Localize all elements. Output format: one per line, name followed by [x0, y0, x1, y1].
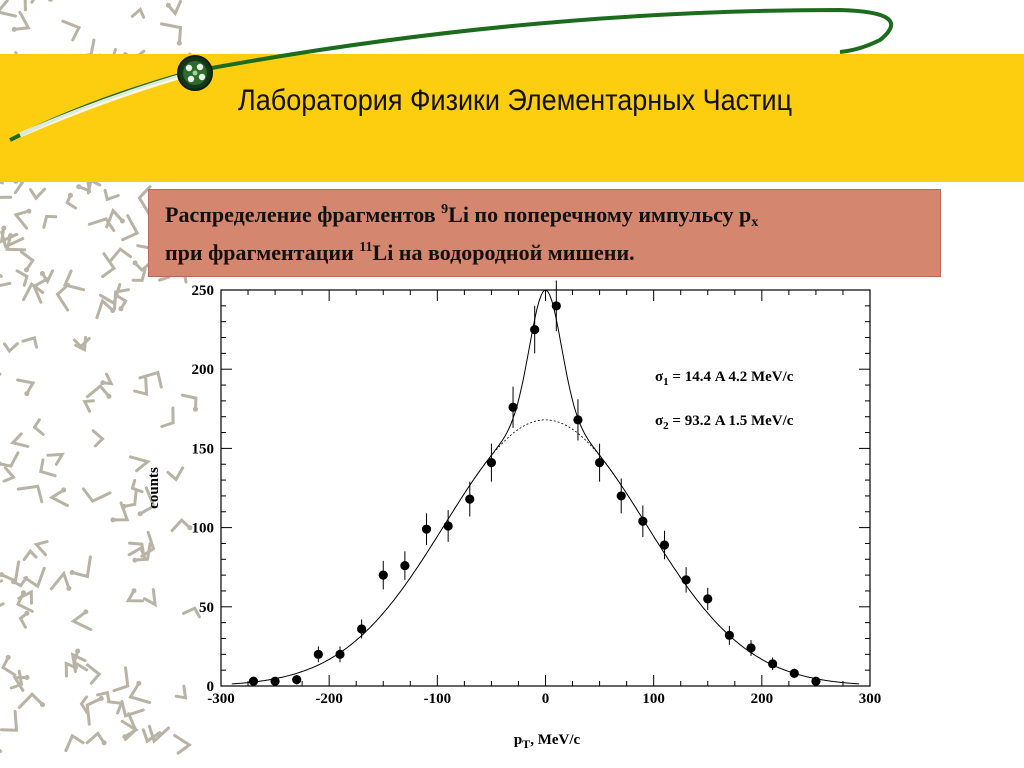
- data-point: [638, 517, 647, 526]
- sigma1-annotation: $\sigma_1 = 14.4$ A 4.2 MeV/c: [655, 369, 794, 388]
- x-tick-label: 0: [541, 691, 550, 707]
- data-point: [400, 561, 409, 570]
- data-point: [465, 494, 474, 503]
- data-point: [552, 301, 561, 310]
- data-point: [811, 677, 820, 686]
- x-tick-label: -100: [423, 691, 452, 707]
- data-point: [725, 631, 734, 640]
- x-axis-label: $p_T$, MeV/c: [513, 732, 581, 751]
- data-point: [682, 575, 691, 584]
- data-point: [292, 675, 301, 684]
- data-point: [335, 650, 344, 659]
- y-axis-label: counts: [146, 467, 162, 509]
- y-tick-label: 50: [199, 599, 214, 616]
- caption-line-2: при фрагментации $^{11}$Li на водородной мишени.: [165, 240, 635, 265]
- data-point: [444, 521, 453, 530]
- y-tick-label: 250: [191, 283, 214, 299]
- sigma2-annotation: $\sigma_2 = 93.2$ A 1.5 MeV/c: [655, 413, 794, 432]
- data-point: [595, 458, 604, 467]
- data-point: [790, 669, 799, 678]
- data-point: [617, 491, 626, 500]
- x-tick-label: 100: [642, 691, 665, 707]
- data-point: [768, 659, 777, 668]
- y-tick-label: 200: [191, 362, 214, 379]
- plot-frame: [221, 290, 870, 686]
- data-point: [660, 540, 669, 549]
- data-point: [508, 403, 517, 412]
- x-tick-label: 200: [750, 691, 774, 707]
- data-point: [357, 624, 366, 633]
- wide-component-curve: [470, 420, 621, 485]
- page-title: Лаборатория Физики Элементарных Частиц: [238, 84, 793, 117]
- x-tick-label: -300: [207, 691, 235, 707]
- data-point: [379, 571, 388, 580]
- data-point: [487, 458, 496, 467]
- data-point: [422, 525, 431, 534]
- x-tick-label: -200: [315, 691, 343, 707]
- total-fit-curve: [232, 290, 859, 684]
- y-tick-label: 150: [191, 441, 214, 458]
- data-point: [703, 594, 712, 603]
- data-point: [270, 677, 279, 686]
- caption-line-1: Распределение фрагментов $^9$Li по поперечному импульсу $p_x$: [165, 202, 759, 230]
- x-tick-label: 300: [858, 691, 882, 707]
- data-point: [249, 677, 258, 686]
- data-point: [530, 325, 539, 334]
- data-point: [314, 650, 323, 659]
- y-tick-label: 100: [191, 520, 214, 537]
- data-point: [573, 415, 582, 424]
- y-tick-label: 0: [206, 679, 214, 695]
- data-point: [746, 643, 755, 652]
